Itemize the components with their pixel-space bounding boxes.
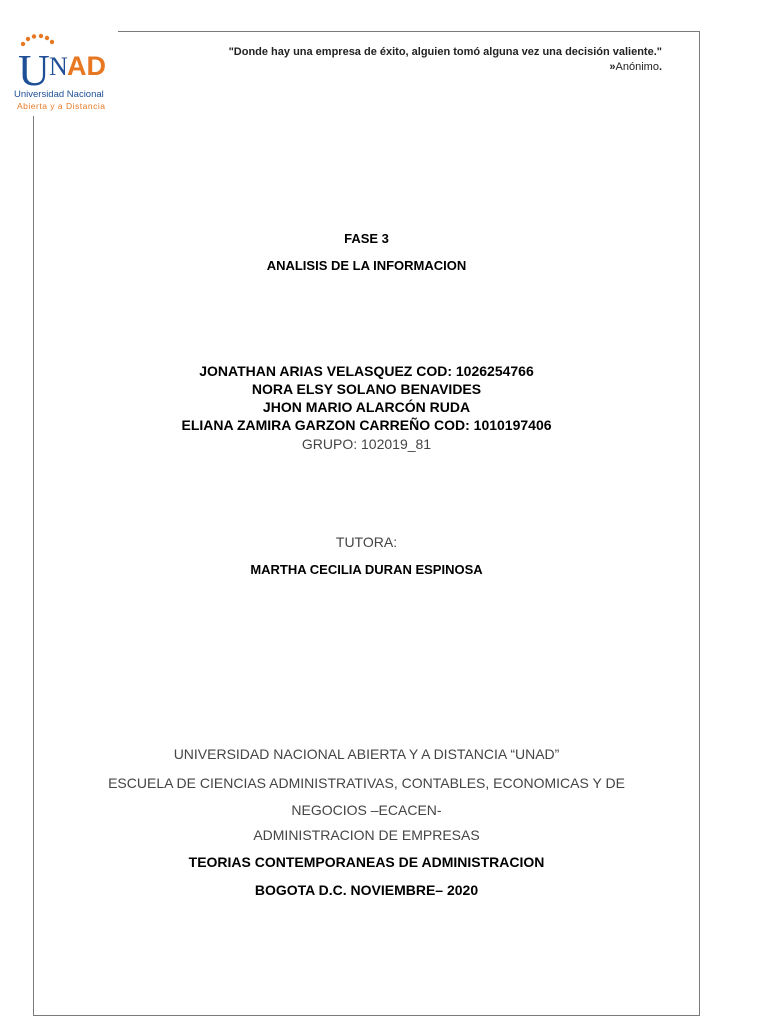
quote-author-suffix: . — [658, 61, 662, 73]
logo-subtitle-line1: Universidad Nacional — [14, 89, 104, 100]
tutor-label: TUTORA: — [335, 534, 398, 550]
unad-logo — [14, 30, 118, 116]
author-2: NORA ELSY SOLANO BENAVIDES — [251, 381, 482, 397]
phase-title: FASE 3 — [344, 231, 389, 246]
unad-logo-mark — [14, 30, 118, 90]
author-4: ELIANA ZAMIRA GARZON CARREÑO COD: 1010197406 — [181, 417, 552, 433]
quote-author-name: Anónimo — [615, 61, 659, 73]
course-name: TEORIAS CONTEMPORANEAS DE ADMINISTRACION — [188, 854, 545, 870]
school-line-2: NEGOCIOS –ECACEN- — [291, 802, 442, 818]
group-label: GRUPO: 102019_81 — [301, 436, 432, 452]
document-title: ANALISIS DE LA INFORMACION — [266, 258, 467, 273]
university-name: UNIVERSIDAD NACIONAL ABIERTA Y A DISTANCIA “UNAD” — [173, 746, 560, 762]
author-1: JONATHAN ARIAS VELASQUEZ COD: 1026254766 — [199, 363, 534, 379]
tutor-name: MARTHA CECILIA DURAN ESPINOSA — [250, 562, 483, 577]
logo-letter-n: N — [49, 52, 68, 81]
header-quote — [150, 45, 662, 75]
quote-text: "Donde hay una empresa de éxito, alguien tomó alguna vez una decisión valiente." — [228, 46, 662, 58]
school-line-1: ESCUELA DE CIENCIAS ADMINISTRATIVAS, CONTABLES, ECONOMICAS Y DE — [108, 775, 625, 791]
author-3: JHON MARIO ALARCÓN RUDA — [262, 399, 471, 415]
logo-subtitle-line2: Abierta y a Distancia — [17, 101, 106, 111]
quote-author — [150, 60, 662, 75]
logo-letter-u: U — [18, 46, 50, 90]
program-name: ADMINISTRACION DE EMPRESAS — [253, 827, 480, 843]
place-date: BOGOTA D.C. NOVIEMBRE– 2020 — [254, 882, 479, 898]
logo-letters-ad: AD — [67, 51, 106, 81]
quote-author-prefix: » — [609, 61, 616, 73]
